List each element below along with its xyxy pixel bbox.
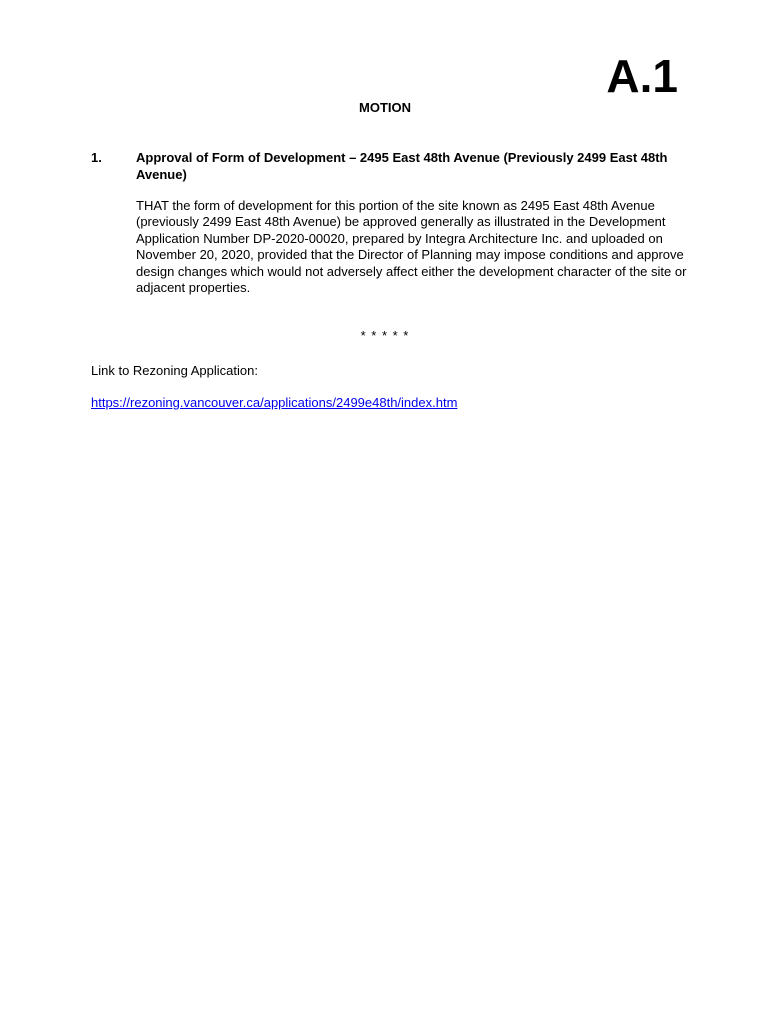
motion-item-number: 1. <box>91 150 102 165</box>
rezoning-application-link[interactable]: https://rezoning.vancouver.ca/applications/2499e48th/index.htm <box>91 395 458 410</box>
motion-heading: MOTION <box>359 100 411 115</box>
motion-item-body: THAT the form of development for this portion of the site known as 2495 East 48th Avenue (previously 2499 East 48th Avenue) be approved generally as illustrated in the Development Application Number DP-2020-00020, prepared by Integra Architecture Inc. and uploaded on November 20, 2020, provided that the Director of Planning may impose conditions and approve design changes which would not adversely affect either the development character of the site or adjacent properties. <box>136 198 687 296</box>
motion-item-title: Approval of Form of Development – 2495 East 48th Avenue (Previously 2499 East 48th Avenue) <box>136 150 668 182</box>
rezoning-link-label: Link to Rezoning Application: <box>91 363 258 378</box>
page-label: A.1 <box>606 50 678 102</box>
section-separator: * * * * * <box>360 328 410 343</box>
